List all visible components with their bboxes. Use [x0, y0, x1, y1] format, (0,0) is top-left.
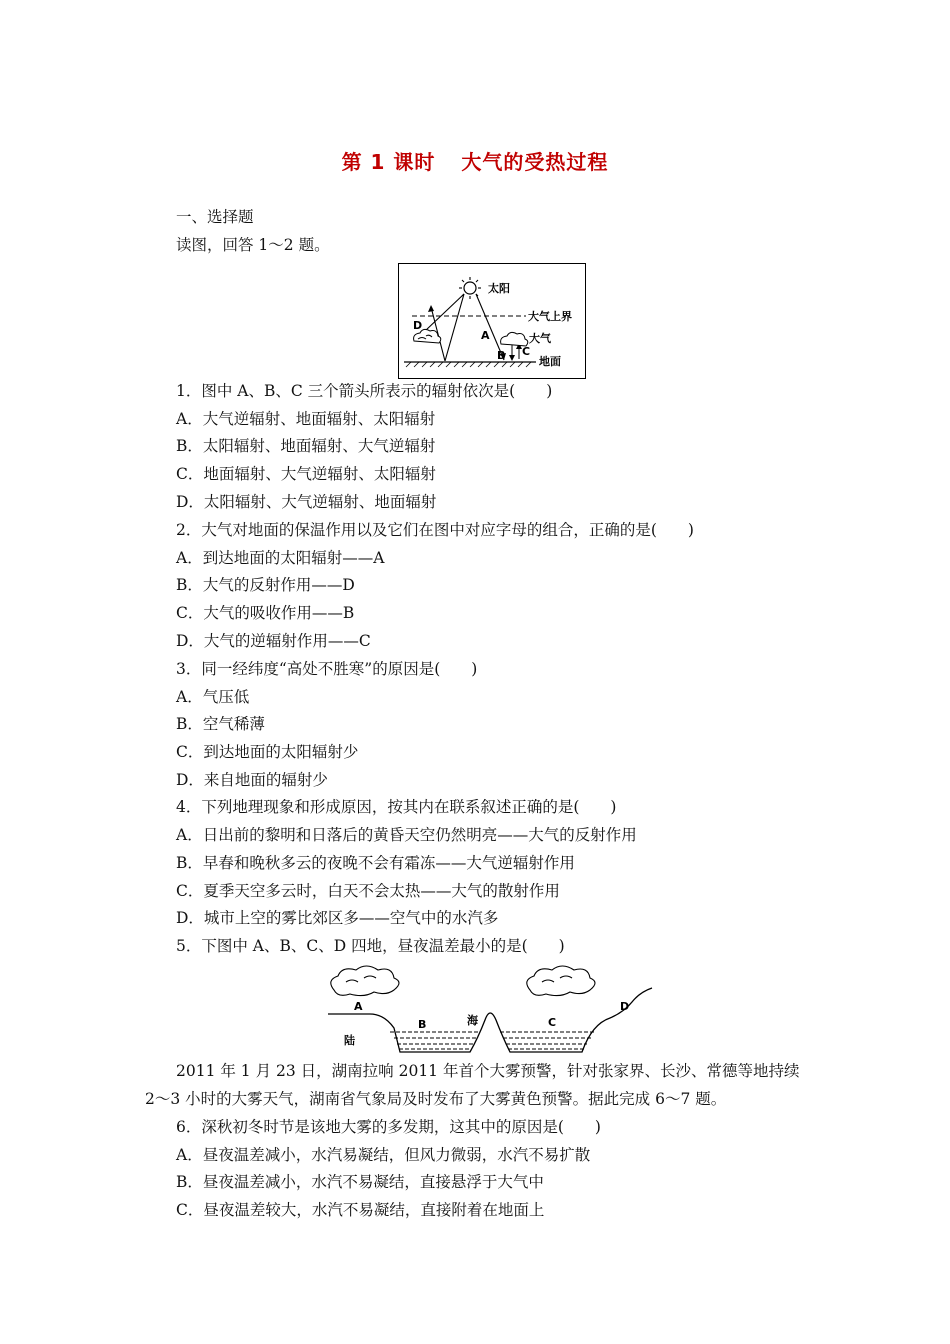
- q3-option-c: C．到达地面的太阳辐射少: [176, 743, 359, 761]
- label-atmosphere-top: 大气上界: [528, 310, 572, 323]
- land-sea-diagram: [320, 962, 660, 1060]
- q1-option-d: D．太阳辐射、大气逆辐射、地面辐射: [176, 493, 437, 511]
- q6-option-b: B．昼夜温差减小，水汽不易凝结，直接悬浮于大气中: [176, 1173, 544, 1191]
- section-heading: 一、选择题: [176, 208, 254, 226]
- q4-option-a: A．日出前的黎明和日落后的黄昏天空仍然明亮——大气的反射作用: [176, 826, 637, 844]
- q4-option-c: C．夏季天空多云时，白天不会太热——大气的散射作用: [176, 882, 560, 900]
- label-c: C: [548, 1016, 557, 1029]
- label-d: D: [413, 319, 423, 332]
- q4-stem: 4．下列地理现象和形成原因，按其内在联系叙述正确的是( ): [176, 798, 617, 816]
- label-b: B: [497, 349, 506, 362]
- q1-option-c: C．地面辐射、大气逆辐射、太阳辐射: [176, 465, 436, 483]
- label-sun: 太阳: [488, 282, 510, 295]
- q2-option-d: D．大气的逆辐射作用——C: [176, 632, 371, 650]
- title-lesson: 第 1 课时: [341, 150, 436, 174]
- label-ground: 地面: [539, 355, 561, 368]
- q6-option-c: C．昼夜温差较大，水汽不易凝结，直接附着在地面上: [176, 1201, 545, 1219]
- label-a: A: [481, 329, 490, 342]
- q2-stem: 2．大气对地面的保温作用以及它们在图中对应字母的组合，正确的是( ): [176, 521, 694, 539]
- page-title: [0, 146, 950, 175]
- q1-option-a: A．大气逆辐射、地面辐射、太阳辐射: [176, 410, 436, 428]
- q5-stem: 5．下图中 A、B、C、D 四地，昼夜温差最小的是( ): [176, 937, 565, 955]
- cloud-icon: [527, 966, 595, 996]
- terrain-profile: [328, 988, 652, 1052]
- atmospheric-heating-diagram: [398, 263, 587, 380]
- label-a: A: [354, 1000, 363, 1013]
- passage-6-7: 2011 年 1 月 23 日，湖南拉响 2011 年首个大雾预警，针对张家界、长沙、常德等地持续 2～3 小时的大雾天气，湖南省气象局及时发布了大雾黄色预警。据此完成 6～7 题。: [145, 1062, 800, 1108]
- q6-stem: 6．深秋初冬时节是该地大雾的多发期，这其中的原因是( ): [176, 1118, 601, 1136]
- label-b: B: [418, 1018, 427, 1031]
- q4-option-d: D．城市上空的雾比郊区多——空气中的水汽多: [176, 909, 499, 927]
- label-atmosphere: 大气: [529, 332, 551, 345]
- title-topic: 大气的受热过程: [461, 150, 609, 174]
- label-sea: 海: [467, 1014, 478, 1027]
- label-d: D: [620, 1000, 630, 1013]
- q2-option-c: C．大气的吸收作用——B: [176, 604, 355, 622]
- q3-option-d: D．来自地面的辐射少: [176, 771, 328, 789]
- q2-option-b: B．大气的反射作用——D: [176, 576, 355, 594]
- q6-option-a: A．昼夜温差减小，水汽易凝结，但风力微弱，水汽不易扩散: [176, 1146, 591, 1164]
- q3-option-b: B．空气稀薄: [176, 715, 265, 733]
- intro-q1-q2: 读图，回答 1～2 题。: [176, 236, 330, 254]
- q3-option-a: A．气压低: [176, 688, 250, 706]
- q3-stem: 3．同一经纬度“高处不胜寒”的原因是( ): [176, 660, 478, 678]
- label-c: C: [522, 345, 531, 358]
- q4-option-b: B．早春和晚秋多云的夜晚不会有霜冻——大气逆辐射作用: [176, 854, 575, 872]
- q2-option-a: A．到达地面的太阳辐射——A: [176, 549, 385, 567]
- cloud-icon: [331, 966, 399, 996]
- label-land: 陆: [344, 1034, 355, 1047]
- q1-stem: 1．图中 A、B、C 三个箭头所表示的辐射依次是( ): [176, 382, 553, 400]
- q1-option-b: B．太阳辐射、地面辐射、大气逆辐射: [176, 437, 436, 455]
